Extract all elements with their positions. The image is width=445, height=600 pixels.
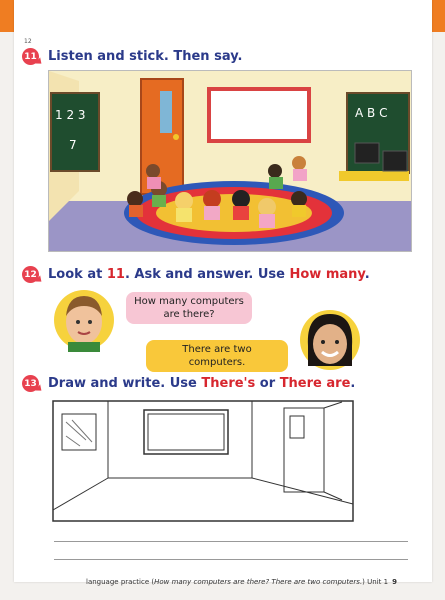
exercise-number-badge: 11 bbox=[22, 48, 39, 65]
board-letters: A B C bbox=[355, 106, 388, 120]
answer-bubble: There are two computers. bbox=[146, 340, 288, 372]
writing-line[interactable] bbox=[54, 541, 408, 542]
exercise-instruction: Draw and write. Use There's or There are. bbox=[48, 376, 356, 391]
page-number: 9 bbox=[392, 578, 397, 586]
girl-photo bbox=[298, 306, 362, 374]
writing-line[interactable] bbox=[54, 559, 408, 560]
page-footer: language practice (How many computers are there? There are two computers.) Unit 1 9 bbox=[86, 578, 397, 586]
exercise-instruction: Look at 11. Ask and answer. Use How many. bbox=[48, 267, 370, 282]
exercise-number-badge: 13 bbox=[22, 375, 39, 392]
svg-text:7: 7 bbox=[69, 138, 77, 152]
exercise-number-badge: 12 bbox=[22, 266, 39, 283]
track-number: 12 bbox=[24, 38, 32, 45]
board-numbers: 1 2 3 bbox=[55, 108, 86, 122]
exercise-instruction: Listen and stick. Then say. bbox=[48, 49, 243, 64]
boy-photo bbox=[52, 286, 116, 354]
empty-room-drawing[interactable] bbox=[52, 400, 354, 522]
question-bubble: How many computers are there? bbox=[126, 292, 252, 324]
bulletin-board bbox=[209, 89, 309, 141]
left-chalkboard bbox=[51, 93, 99, 171]
classroom-illustration bbox=[48, 70, 412, 252]
